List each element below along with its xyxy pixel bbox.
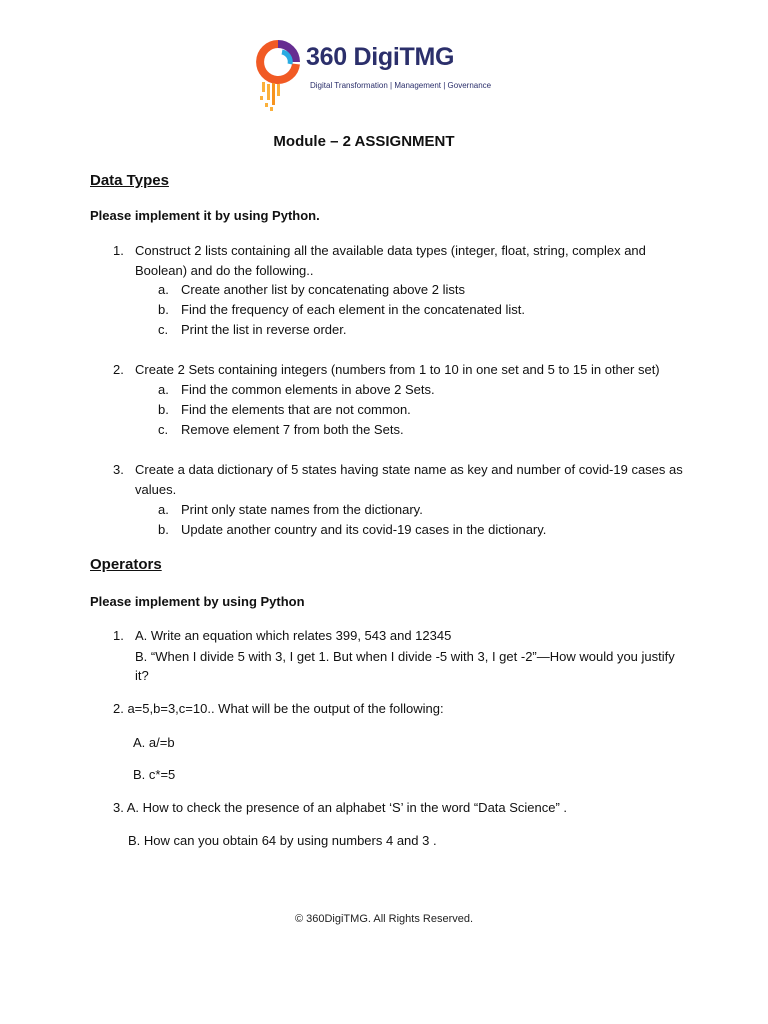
op-q1-line-b: B. “When I divide 5 with 3, I get 1. But when I divide -5 with 3, I get -2”—How would you justify	[135, 649, 675, 664]
q2-item-marker: a.	[158, 382, 169, 397]
q2-item-text: Remove element 7 from both the Sets.	[181, 422, 404, 437]
q1-item-text: Find the frequency of each element in the concatenated list.	[181, 302, 525, 317]
op-q1-number: 1.	[113, 628, 124, 643]
op-q2-line: 2. a=5,b=3,c=10.. What will be the output of the following:	[113, 701, 444, 716]
q1-text-line2: Boolean) and do the following..	[135, 263, 314, 278]
operators-instruction: Please implement by using Python	[90, 594, 305, 609]
op-q2-b: B. c*=5	[133, 767, 176, 782]
q2-item-marker: c.	[158, 422, 169, 437]
section-heading-operators: Operators	[90, 556, 162, 573]
brand-tagline: Digital Transformation | Management | Governance	[310, 81, 492, 90]
op-q1-line-a: A. Write an equation which relates 399, 543 and 12345	[135, 628, 452, 643]
q1-number: 1.	[113, 243, 124, 258]
q3-text-line1: Create a data dictionary of 5 states having state name as key and number of covid-19 cases as	[135, 462, 683, 477]
q3-item-marker: b.	[158, 522, 169, 537]
q2-item-text: Find the elements that are not common.	[181, 402, 411, 417]
op-q2-a: A. a/=b	[133, 735, 175, 750]
op-q3-line-b: B. How can you obtain 64 by using numbers 4 and 3 .	[128, 833, 437, 848]
page-title: Module – 2 ASSIGNMENT	[273, 133, 455, 150]
q1-item-text: Create another list by concatenating above 2 lists	[181, 282, 466, 297]
q3-item-text: Update another country and its covid-19 cases in the dictionary.	[181, 522, 547, 537]
data-types-instruction: Please implement it by using Python.	[90, 208, 320, 223]
copyright-footer: © 360DigiTMG. All Rights Reserved.	[294, 913, 474, 925]
section-heading-data-types: Data Types	[90, 172, 169, 189]
q2-number: 2.	[113, 362, 124, 377]
brand-logo-icon	[256, 40, 302, 112]
op-q1-line-c: it?	[135, 668, 149, 683]
q2-text-line1: Create 2 Sets containing integers (numbers from 1 to 10 in one set and 5 to 15 in other set)	[135, 362, 660, 377]
brand-logo	[256, 40, 506, 112]
q3-text-line2: values.	[135, 482, 177, 497]
q3-number: 3.	[113, 462, 124, 477]
q3-item-marker: a.	[158, 502, 169, 517]
brand-name: 360 DigiTMG	[306, 43, 455, 71]
q1-item-text: Print the list in reverse order.	[181, 322, 347, 337]
q2-item-text: Find the common elements in above 2 Sets.	[181, 382, 435, 397]
q1-item-marker: a.	[158, 282, 169, 297]
q1-item-marker: c.	[158, 322, 169, 337]
op-q3-line-a: 3. A. How to check the presence of an alphabet ‘S’ in the word “Data Science” .	[113, 800, 568, 815]
q1-item-marker: b.	[158, 302, 169, 317]
q2-item-marker: b.	[158, 402, 169, 417]
q1-text-line1: Construct 2 lists containing all the available data types (integer, float, string, complex and	[135, 243, 646, 258]
q3-item-text: Print only state names from the dictionary.	[181, 502, 423, 517]
